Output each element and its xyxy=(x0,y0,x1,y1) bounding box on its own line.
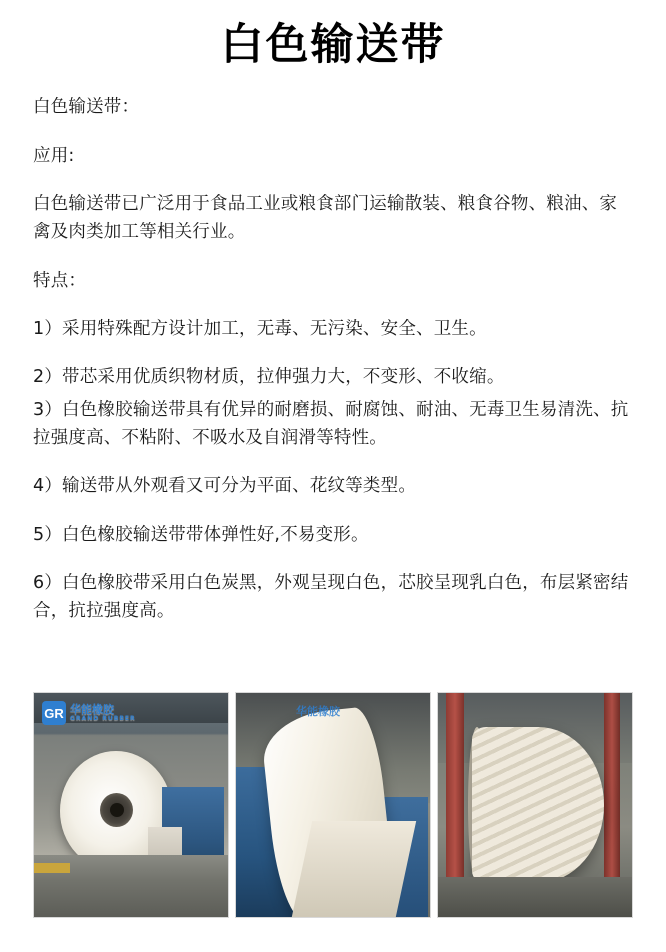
product-photo-chevron-belt xyxy=(437,692,633,918)
feature-item-4: 4）输送带从外观看又可分为平面、花纹等类型。 xyxy=(33,476,417,497)
chevron-belt-roll-shape xyxy=(472,727,604,883)
roll-core-shape xyxy=(110,803,124,817)
feature-item-3: 3）白色橡胶输送带具有优异的耐磨损、耐腐蚀、耐油、无毒卫生易清洗、抗拉强度高、不粘附、不吸水及自润滑等特性。 xyxy=(33,399,629,449)
paragraph-application-body: 白色输送带已广泛用于食品工业或粮食部门运输散装、粮食谷物、粮油、家禽及肉类加工等相关行业。 xyxy=(33,193,618,243)
brand-logo-icon: GR xyxy=(42,701,66,725)
product-photo-belt-sheet xyxy=(235,692,431,918)
brand-name-cn: 华能橡胶 xyxy=(70,703,114,717)
brand-watermark xyxy=(42,701,136,725)
brand-name-en: GRAND RUBBER xyxy=(70,714,136,722)
feature-item-5: 5）白色橡胶输送带带体弹性好,不易变形。 xyxy=(33,524,369,545)
paragraph-application-label: 应用: xyxy=(33,145,75,166)
feature-item-1: 1）采用特殊配方设计加工，无毒、无污染、安全、卫生。 xyxy=(33,319,487,340)
paragraph-features-label: 特点： xyxy=(33,270,87,291)
page-title: 白色输送带 xyxy=(220,20,446,70)
feature-item-6: 6）白色橡胶带采用白色炭黑，外观呈现白色，芯胶呈现乳白色，布层紧密结合，抗拉强度高。 xyxy=(33,573,629,622)
product-photo-belt-roll xyxy=(33,692,229,918)
product-photo-gallery xyxy=(33,692,633,918)
yellow-marking-shape xyxy=(34,863,70,873)
document-page xyxy=(0,22,666,952)
white-belt-sheet-lower-shape xyxy=(292,821,416,917)
brand-watermark-text: 华能橡胶 xyxy=(296,705,340,718)
paragraph-intro: 白色输送带： xyxy=(33,97,140,118)
brand-name-text xyxy=(70,704,136,722)
feature-item-2: 2）带芯采用优质织物材质，拉伸强力大，不变形、不收缩。 xyxy=(33,367,505,388)
workshop-floor-shape xyxy=(438,877,632,917)
